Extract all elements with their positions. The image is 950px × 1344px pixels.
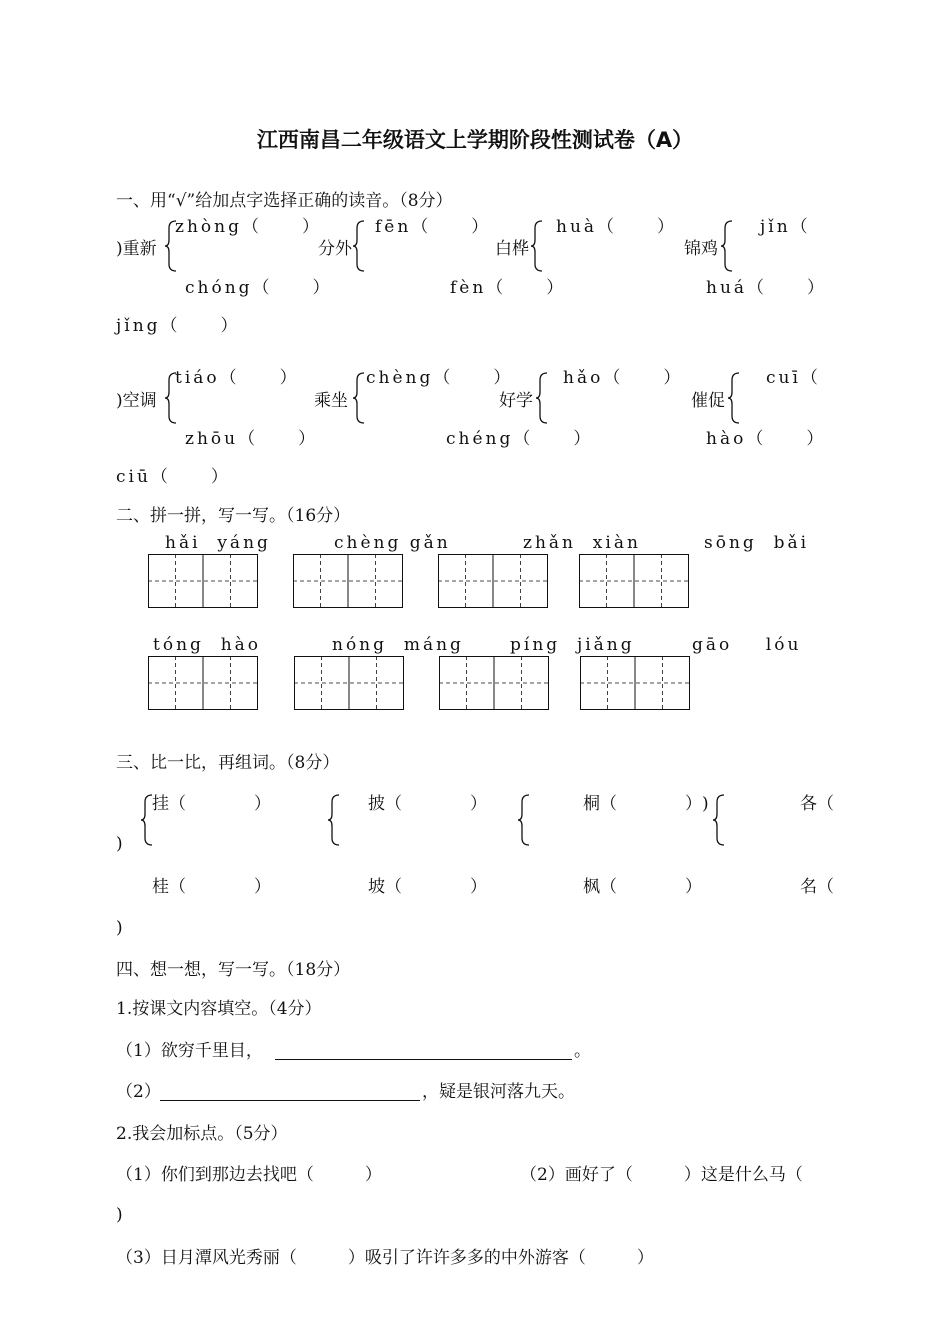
char-compare: 桂（ ） [152,877,271,897]
pinyin-option: hào（ ） [706,429,827,449]
wrap-paren: ) [116,1205,123,1225]
pinyin-prompt: gāo lóu [692,635,802,655]
pinyin-option: chèng（ ） [366,368,514,388]
wrap-paren: ) [116,834,123,854]
punctuation-item: （1）你们到那边去找吧（ ） [116,1165,382,1185]
pinyin-option: jǐng（ ） [116,316,241,336]
writing-grid[interactable] [439,656,549,710]
word-label: 分外 [318,239,352,259]
section-3-heading: 三、比一比，再组词。（8分） [116,753,340,773]
pinyin-option: jǐn（ [760,217,811,237]
writing-grid[interactable] [148,656,258,710]
pinyin-prompt: sōng bǎi [704,533,810,553]
pinyin-prompt: nóng máng [332,635,464,655]
writing-grid[interactable] [148,554,258,608]
word-label: 白桦 [495,239,529,259]
word-label: 乘坐 [314,391,348,411]
page-title: 江西南昌二年级语文上学期阶段性测试卷（A） [256,128,694,152]
word-label: )重新 [116,239,157,259]
fill-blank-1-suffix: 。 [574,1041,591,1061]
writing-grid[interactable] [579,554,689,608]
fill-blank-2-prefix: （2） [116,1082,161,1102]
pinyin-option: hǎo（ ） [563,368,684,388]
pinyin-option: huá（ ） [706,278,828,298]
brace-icon [712,794,726,846]
brace-icon [352,372,366,424]
pinyin-prompt: píng jiǎng [510,635,635,655]
pinyin-option: ciū（ ） [116,467,231,487]
pinyin-option: zhōu（ ） [185,429,319,449]
fill-blank-2-suffix: ，疑是银河落九天。 [422,1082,575,1102]
fill-blank-1-prefix: （1）欲穷千里目， [116,1041,263,1061]
answer-line[interactable] [275,1043,572,1060]
word-label: 锦鸡 [684,239,718,259]
word-label: 催促 [691,391,725,411]
brace-icon [164,220,178,272]
section-2-heading: 二、拼一拼，写一写。（16分） [116,506,351,526]
question-2-title: 2.我会加标点。（5分） [116,1124,288,1144]
word-label: )空调 [116,391,157,411]
writing-grid[interactable] [438,554,548,608]
punctuation-item: （2）画好了（ ）这是什么马（ [520,1165,803,1185]
answer-line[interactable] [160,1084,420,1101]
char-compare: 桐（ ） [583,794,702,814]
brace-icon [517,794,531,846]
pinyin-prompt: zhǎn xiàn [523,533,641,553]
char-compare: 披（ ） [368,794,487,814]
section-4-heading: 四、想一想，写一写。（18分） [116,960,351,980]
brace-icon [720,220,734,272]
paren-close: ) [702,794,709,814]
char-compare: 挂（ ） [152,794,271,814]
pinyin-prompt: chèng gǎn [334,533,451,553]
brace-icon [727,372,741,424]
brace-icon [327,794,341,846]
pinyin-option: huà（ ） [556,217,678,237]
pinyin-prompt: hǎi yáng [165,533,271,553]
brace-icon [352,220,366,272]
question-1-title: 1.按课文内容填空。（4分） [116,999,322,1019]
pinyin-option: fēn（ ） [375,217,492,237]
pinyin-option: cuī（ [766,368,821,388]
char-compare: 枫（ ） [583,877,702,897]
pinyin-prompt: tóng hào [153,635,262,655]
brace-icon [164,372,178,424]
char-compare: 坡（ ） [368,877,487,897]
wrap-paren: ) [116,918,123,938]
pinyin-option: zhòng（ ） [175,217,322,237]
section-1-heading: 一、用“√”给加点字选择正确的读音。（8分） [116,191,453,211]
pinyin-option: chóng（ ） [185,278,333,298]
writing-grid[interactable] [293,554,403,608]
punctuation-item: （3）日月潭风光秀丽（ ）吸引了许许多多的中外游客（ ） [116,1248,654,1268]
pinyin-option: tiáo（ ） [175,368,300,388]
pinyin-option: fèn（ ） [450,278,567,298]
word-label: 好学 [499,391,533,411]
char-compare: 各（ [800,794,834,814]
writing-grid[interactable] [294,656,404,710]
writing-grid[interactable] [580,656,690,710]
brace-icon [530,220,544,272]
pinyin-option: chéng（ ） [446,429,594,449]
char-compare: 名（ [800,877,834,897]
brace-icon [535,372,549,424]
